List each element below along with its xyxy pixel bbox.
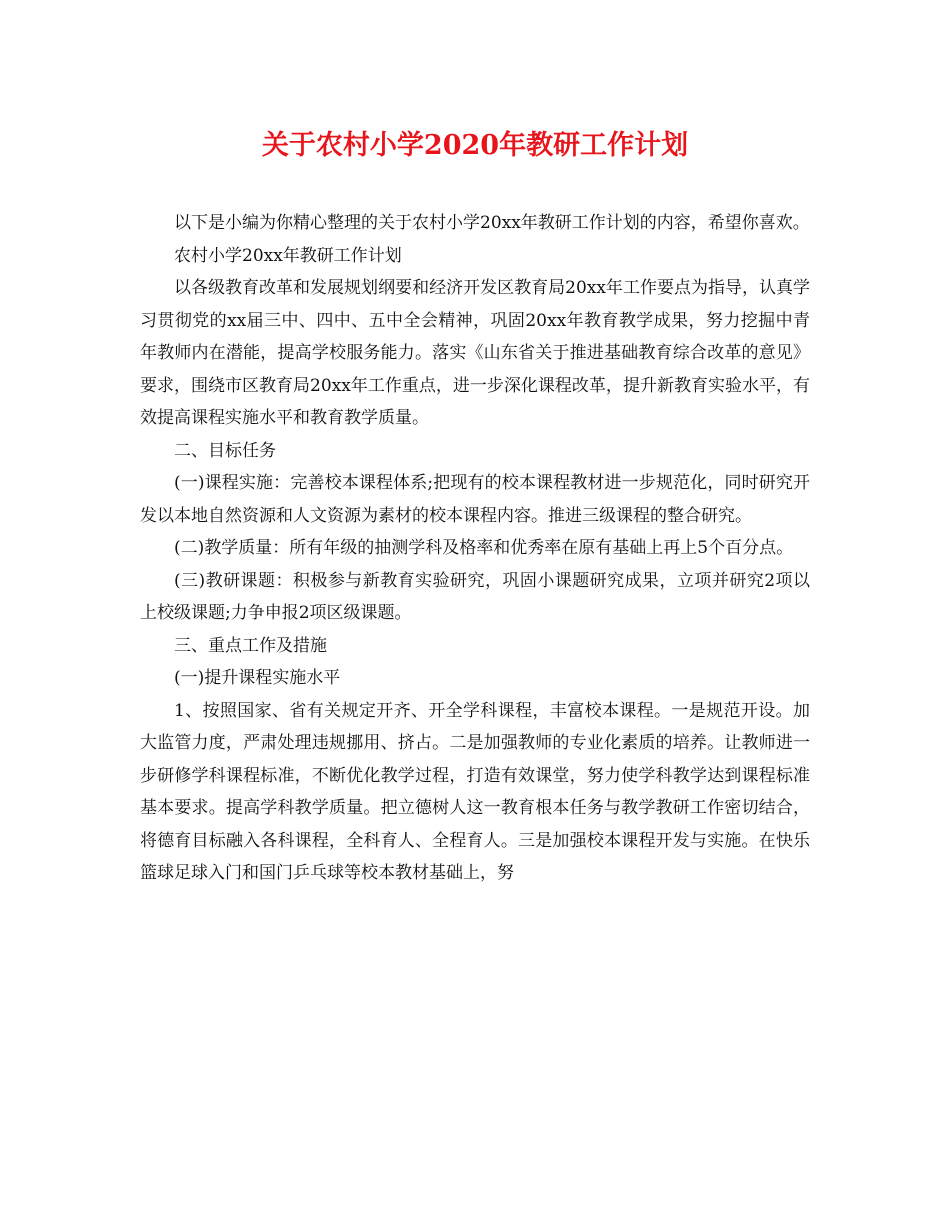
section-heading-measures: 三、重点工作及措施 [174,635,327,656]
paragraph-research: (三)教研课题：积极参与新教育实验研究，巩固小课题研究成果，立项并研究2项以上校级课题;力争申报2项区级课题。 [140,570,810,623]
paragraph-measures-1: 1、按照国家、省有关规定开齐、开全学科课程，丰富校本课程。一是规范开设。加大监管力度，严肃处理违规挪用、挤占。二是加强教师的专业化素质的培养。让教师进一步研修学科课程标准，不断优化教学过程，打造有效课堂，努力使学科教学达到课程标准基本要求。提高学科教学质量。把立德树人这一教育根本任务与教学教研工作密切结合，将德育目标融入各科课程，全科育人、全程育人。三是加强校本课程开发与实施。在快乐篮球足球入门和国门乒乓球等校本教材基础上，努 [140,700,810,883]
document-body [140,207,810,890]
subsection-heading-curriculum: (一)提升课程实施水平 [174,668,341,688]
paragraph-quality: (二)教学质量：所有年级的抽测学科及格率和优秀率在原有基础上再上5个百分点。 [174,538,794,558]
paragraph-curriculum: (一)课程实施：完善校本课程体系;把现有的校本课程教材进一步规范化，同时研究开发以本地自然资源和人文资源为素材的校本课程内容。推进三级课程的整合研究。 [140,473,810,526]
paragraph-guideline: 以各级教育改革和发展规划纲要和经济开发区教育局20xx年工作要点为指导，认真学习贯彻党的xx届三中、四中、五中全会精神，巩固20xx年教育教学成果，努力挖掘中青年教师内在潜能，提高学校服务能力。落实《山东省关于推进基础教育综合改革的意见》要求，围绕市区教育局20xx年工作重点，进一步深化课程改革，提升新教育实验水平，有效提高课程实施水平和教育教学质量。 [140,278,810,428]
document-title: 关于农村小学2020年教研工作计划 [261,130,689,161]
paragraph-subtitle: 农村小学20xx年教研工作计划 [174,245,402,266]
section-heading-goals: 二、目标任务 [174,440,276,461]
paragraph-intro: 以下是小编为你精心整理的关于农村小学20xx年教研工作计划的内容，希望你喜欢。 [174,213,810,233]
